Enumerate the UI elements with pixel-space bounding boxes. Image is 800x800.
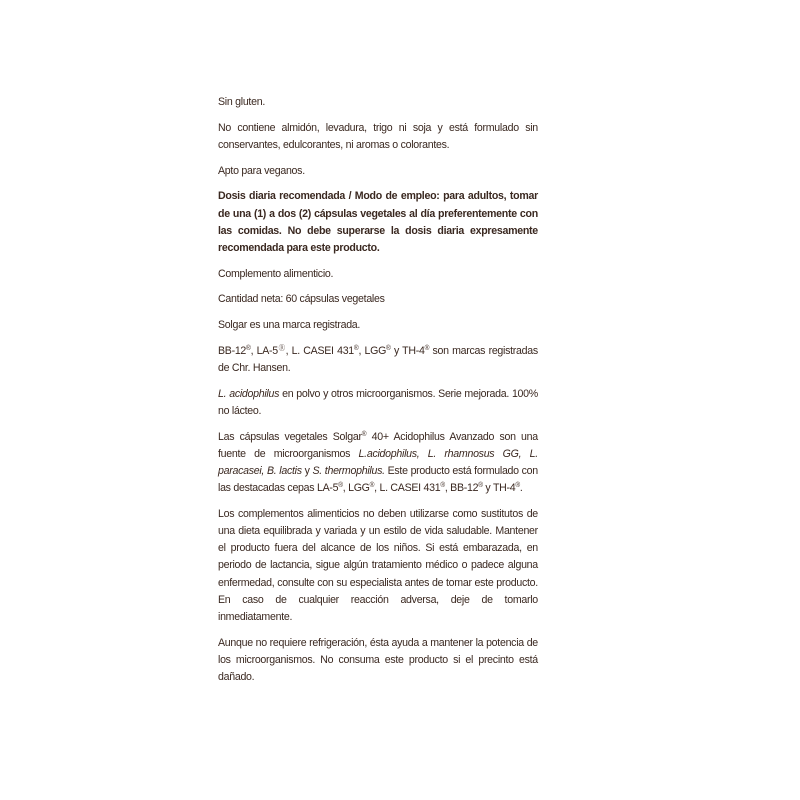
strain-la5: LA-5	[316, 482, 339, 495]
strain-bb12: BB-12	[450, 482, 479, 495]
conjunction: y	[304, 464, 310, 477]
food-supplement-statement: Complemento alimenticio.	[218, 267, 334, 280]
strain-th4: TH-4	[492, 482, 516, 495]
strain-lgg: LGG	[348, 482, 370, 495]
net-quantity: Cantidad neta: 60 cápsulas vegetales	[218, 293, 385, 306]
product-description: Las cápsulas vegetales Solgar® 40+ Acidophilus Avanzado son una fuente de microorganismos L.acidophilus, L. rhamnosus GG, L. paracasei, B. lactis y S. thermophilus. Este producto está formulado con las destacadas cepas LA-5®, LGG®, L. CASEI 431®, BB-12® y TH-4®.	[218, 430, 538, 495]
free-of-statement: No contiene almidón, levadura, trigo ni soja y está formulado sin conservantes, edulcorantes, ni aromas o colorantes.	[218, 121, 538, 151]
registered-mark: ®	[369, 482, 375, 490]
registered-mark: Ⓡ	[277, 344, 286, 352]
registered-mark: ®	[353, 344, 359, 352]
dosage-instructions: Dosis diaria recomendada / Modo de empleo: para adultos, tomar de una (1) a dos (2) cápsulas vegetales al día preferentemente con las comidas. No debe superarse la dosis diaria expresamente recomendada para este producto.	[218, 190, 538, 254]
registered-mark: ®	[478, 482, 483, 490]
storage-statement: Aunque no requiere refrigeración, ésta ayuda a mantener la potencia de los microorganismos. No consuma este producto si el precinto está dañado.	[218, 636, 538, 684]
registered-mark: ®	[338, 482, 343, 490]
trademark-bb12: BB-12	[218, 344, 247, 357]
trademarks-statement: BB-12®, LA-5Ⓡ, L. CASEI 431®, LGG® y TH-4® son marcas registradas de Chr. Hansen.	[218, 344, 538, 374]
warnings-statement: Los complementos alimenticios no deben utilizarse como sustitutos de una dieta equilibrada y variada y un estilo de vida saludable. Mantener el producto fuera del alcance de los niños. Si está embarazada, en periodo de lactancia, sigue algún tratamiento médico o padece alguna enfermedad, consulte con su especialista antes de tomar este producto. En caso de cualquier reacción adversa, deje de tomarlo inmediatamente.	[218, 507, 538, 624]
trademark-th4: TH-4	[402, 344, 425, 357]
registered-mark: ®	[361, 430, 367, 438]
registered-mark: ®	[386, 344, 391, 352]
acidophilus-statement	[218, 386, 538, 420]
acidophilus-name: L. acidophilus	[218, 387, 280, 400]
vegan-statement: Apto para veganos.	[218, 164, 305, 177]
strain-list: L.acidophilus, L. rhamnosus GG, L. paracasei, B. lactis	[218, 447, 538, 477]
gluten-free-statement: Sin gluten.	[218, 96, 265, 108]
conjunction: y	[485, 482, 491, 495]
brand-statement: Solgar es una marca registrada.	[218, 319, 361, 332]
registered-mark: ®	[246, 344, 251, 352]
registered-mark: ®	[515, 482, 520, 490]
registered-mark: ®	[424, 344, 430, 352]
trademark-lgg: LGG	[364, 344, 387, 357]
description-part-1: Las cápsulas vegetales Solgar	[218, 430, 362, 443]
product-label-text	[218, 94, 538, 695]
conjunction: y	[393, 344, 399, 357]
description-part-2: 40+ Acidophilus Avanzado son una fuente de microorganismos	[218, 430, 538, 460]
strain-casei: L. CASEI 431	[379, 482, 441, 495]
trademark-casei: L. CASEI 431	[291, 344, 354, 357]
trademark-la5: LA-5	[256, 344, 278, 357]
trademarks-owner-text: son marcas registradas de Chr. Hansen.	[218, 344, 538, 374]
registered-mark: ®	[440, 482, 445, 490]
acidophilus-rest: en polvo y otros microorganismos. Serie mejorada. 100% no lácteo.	[218, 387, 538, 417]
strain-thermophilus: S. thermophilus.	[312, 464, 385, 477]
description-part-3: Este producto está formulado con las destacadas cepas	[218, 464, 538, 495]
